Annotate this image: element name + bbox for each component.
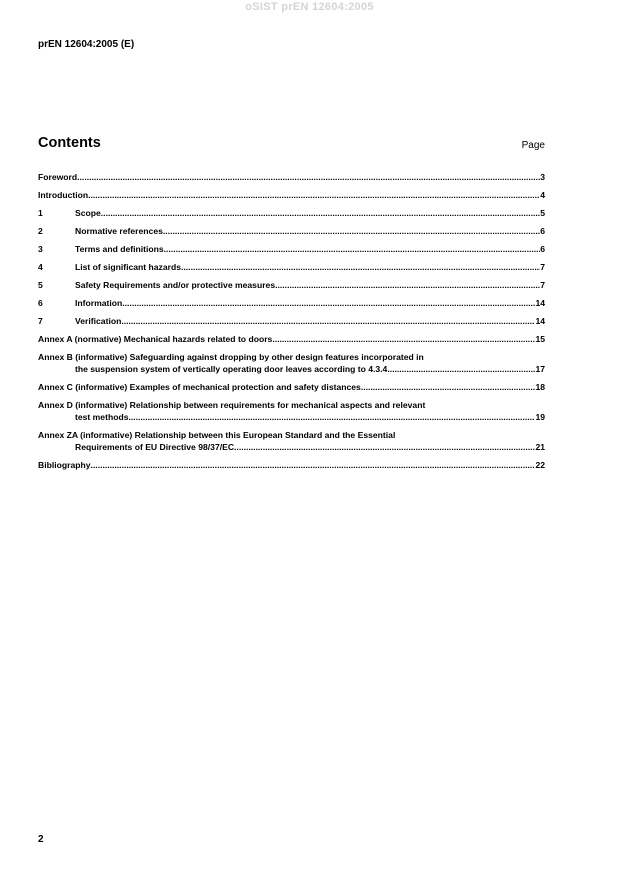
toc-page-number: 4 [540, 190, 545, 200]
toc-entry-title: Bibliography [38, 460, 91, 470]
page-column-label: Page [521, 140, 545, 151]
toc-leader-dots [121, 315, 535, 327]
toc-entry-title: Safety Requirements and/or protective measures [75, 280, 276, 290]
toc-entry-number: 2 [38, 226, 43, 236]
toc-page-number: 14 [535, 298, 545, 308]
watermark: oSIST prEN 12604:2005 [245, 1, 374, 13]
toc-page-number: 6 [540, 244, 545, 254]
toc-page-number: 18 [535, 382, 545, 392]
toc-entry[interactable] [38, 459, 545, 471]
toc-entry[interactable] [38, 243, 545, 255]
toc-page-number: 14 [535, 316, 545, 326]
footer-page-number: 2 [38, 834, 44, 845]
toc-entry[interactable] [38, 351, 545, 375]
toc-page-number: 17 [535, 364, 545, 374]
toc-leader-dots [164, 243, 541, 255]
toc-entry[interactable] [38, 333, 545, 345]
toc-leader-dots [163, 225, 540, 237]
toc-page-number: 7 [540, 280, 545, 290]
toc-leader-dots [387, 363, 535, 375]
toc-entry-title: Annex B (informative) Safeguarding against dropping by other design features incorporated in [38, 352, 424, 362]
toc-entry-number: 6 [38, 298, 43, 308]
toc-entry-title: Information [75, 298, 123, 308]
toc-entry-number: 4 [38, 262, 43, 272]
toc-entry-title: Introduction [38, 190, 89, 200]
toc-entry-title: test methods [75, 412, 129, 422]
toc-entry[interactable] [38, 315, 545, 327]
toc-page-number: 7 [540, 262, 545, 272]
table-of-contents [38, 171, 545, 477]
toc-entry[interactable] [38, 399, 545, 423]
toc-entry-title: Annex ZA (informative) Relationship between this European Standard and the Essential [38, 430, 396, 440]
toc-entry[interactable] [38, 171, 545, 183]
toc-entry-title: Requirements of EU Directive 98/37/EC [75, 442, 235, 452]
toc-page-number: 5 [540, 208, 545, 218]
toc-leader-dots [122, 297, 535, 309]
toc-entry-title: Verification [75, 316, 122, 326]
toc-entry-title: Terms and definitions [75, 244, 164, 254]
toc-entry-title: Normative references [75, 226, 163, 236]
toc-entry-number: 1 [38, 208, 43, 218]
toc-entry-title: Foreword [38, 172, 78, 182]
toc-page-number: 6 [540, 226, 545, 236]
toc-leader-dots [361, 381, 536, 393]
toc-entry-title: List of significant hazards [75, 262, 182, 272]
toc-entry[interactable] [38, 189, 545, 201]
toc-entry[interactable] [38, 297, 545, 309]
toc-entry[interactable] [38, 429, 545, 453]
toc-entry[interactable] [38, 381, 545, 393]
toc-entry[interactable] [38, 261, 545, 273]
toc-entry[interactable] [38, 279, 545, 291]
toc-entry-title: Scope [75, 208, 101, 218]
toc-page-number: 21 [535, 442, 545, 452]
toc-entry-title: the suspension system of vertically operating door leaves according to 4.3.4 [75, 364, 388, 374]
toc-entry-number: 3 [38, 244, 43, 254]
toc-leader-dots [275, 279, 540, 291]
toc-leader-dots [77, 171, 540, 183]
toc-entry-number: 7 [38, 316, 43, 326]
toc-leader-dots [272, 333, 535, 345]
toc-leader-dots [91, 459, 536, 471]
document-id: prEN 12604:2005 (E) [38, 39, 135, 50]
toc-leader-dots [181, 261, 540, 273]
toc-entry-title: Annex C (informative) Examples of mechanical protection and safety distances [38, 382, 361, 392]
toc-entry-title: Annex A (normative) Mechanical hazards related to doors [38, 334, 273, 344]
contents-title: Contents [38, 135, 101, 151]
toc-page-number: 22 [535, 460, 545, 470]
toc-leader-dots [128, 411, 535, 423]
toc-leader-dots [234, 441, 535, 453]
toc-page-number: 15 [535, 334, 545, 344]
toc-entry[interactable] [38, 207, 545, 219]
toc-leader-dots [101, 207, 540, 219]
toc-page-number: 3 [540, 172, 545, 182]
toc-entry-title: Annex D (informative) Relationship between requirements for mechanical aspects and relevant [38, 400, 426, 410]
toc-leader-dots [88, 189, 540, 201]
toc-entry[interactable] [38, 225, 545, 237]
toc-page-number: 19 [535, 412, 545, 422]
toc-entry-number: 5 [38, 280, 43, 290]
